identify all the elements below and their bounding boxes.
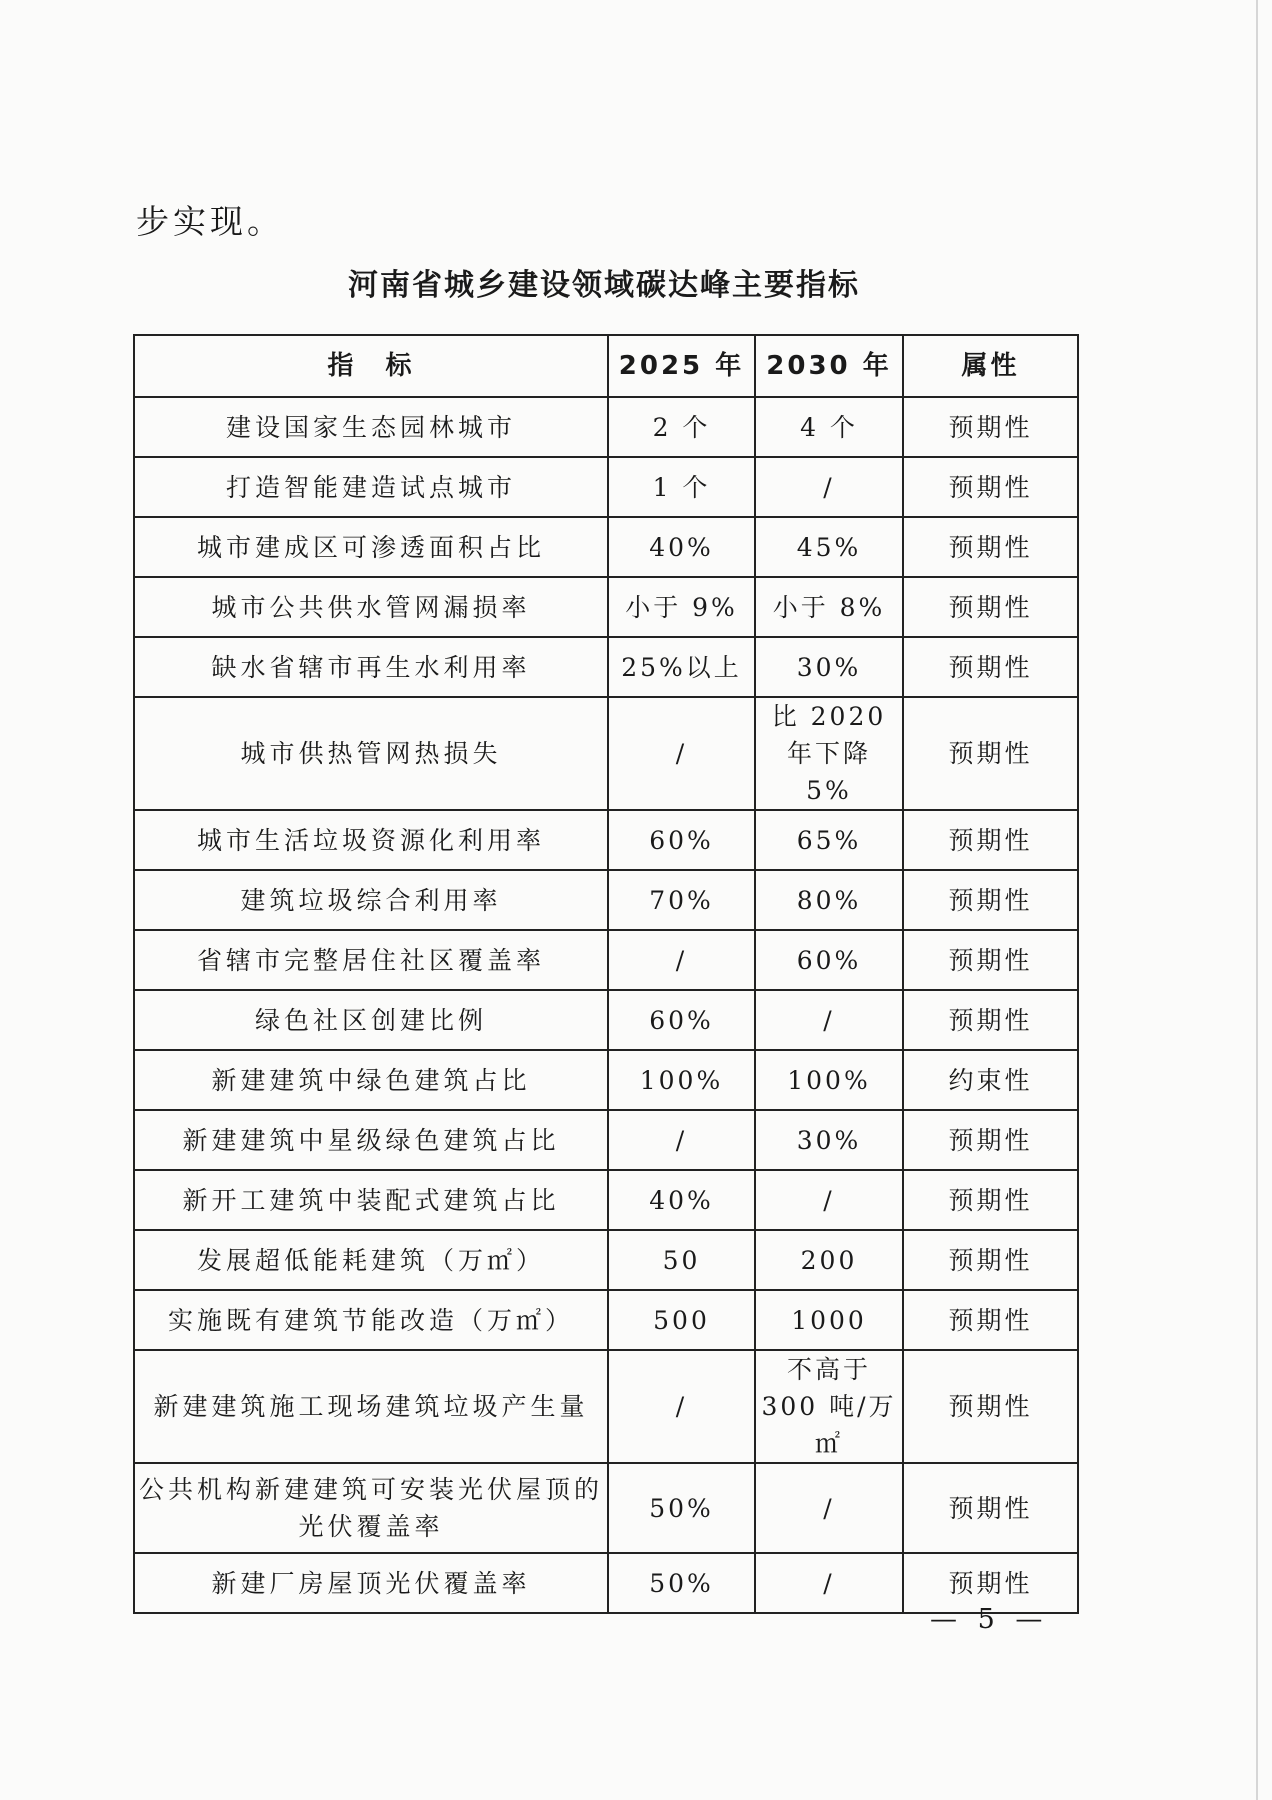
- indicator-name: 城市建成区可渗透面积占比: [134, 517, 608, 577]
- indicator-name: 缺水省辖市再生水利用率: [134, 637, 608, 697]
- attribute-value: 预期性: [903, 1350, 1078, 1463]
- table-row: [134, 637, 1078, 697]
- table-row: [134, 870, 1078, 930]
- value-2025: /: [608, 697, 755, 810]
- value-2030: 4 个: [755, 397, 903, 457]
- attribute-value: 预期性: [903, 517, 1078, 577]
- page-edge-line: [1256, 0, 1258, 1800]
- attribute-value: 预期性: [903, 990, 1078, 1050]
- value-2025: /: [608, 930, 755, 990]
- value-2030: 30%: [755, 1110, 903, 1170]
- indicator-name: 实施既有建筑节能改造（万㎡）: [134, 1290, 608, 1350]
- value-2030: 80%: [755, 870, 903, 930]
- value-2025: 小于 9%: [608, 577, 755, 637]
- value-2030: /: [755, 1553, 903, 1613]
- table-row: [134, 457, 1078, 517]
- value-2030: 1000: [755, 1290, 903, 1350]
- value-2025: 500: [608, 1290, 755, 1350]
- value-2025: 50: [608, 1230, 755, 1290]
- indicator-name: 建筑垃圾综合利用率: [134, 870, 608, 930]
- header-indicator: 指 标: [134, 335, 608, 397]
- table-row: [134, 697, 1078, 810]
- value-2030: /: [755, 1170, 903, 1230]
- value-2025: 70%: [608, 870, 755, 930]
- indicator-table: [133, 334, 1079, 1614]
- table-title: 河南省城乡建设领域碳达峰主要指标: [348, 268, 860, 303]
- attribute-value: 约束性: [903, 1050, 1078, 1110]
- value-2030: 45%: [755, 517, 903, 577]
- value-2030: 100%: [755, 1050, 903, 1110]
- indicator-name: 绿色社区创建比例: [134, 990, 608, 1050]
- attribute-value: 预期性: [903, 577, 1078, 637]
- attribute-value: 预期性: [903, 930, 1078, 990]
- table-row: [134, 397, 1078, 457]
- attribute-value: 预期性: [903, 1463, 1078, 1553]
- value-2025: 50%: [608, 1463, 755, 1553]
- attribute-value: 预期性: [903, 810, 1078, 870]
- indicator-name: 城市生活垃圾资源化利用率: [134, 810, 608, 870]
- indicator-name: 发展超低能耗建筑（万㎡）: [134, 1230, 608, 1290]
- header-2030: 2030 年: [755, 335, 903, 397]
- table-row: [134, 1290, 1078, 1350]
- indicator-name: 新建建筑施工现场建筑垃圾产生量: [134, 1350, 608, 1463]
- header-2025: 2025 年: [608, 335, 755, 397]
- value-2025: 1 个: [608, 457, 755, 517]
- table-row: [134, 1350, 1078, 1463]
- indicator-name: 打造智能建造试点城市: [134, 457, 608, 517]
- value-2025: 40%: [608, 1170, 755, 1230]
- lead-text: 步实现。: [136, 202, 284, 241]
- value-2025: 2 个: [608, 397, 755, 457]
- value-2030: 200: [755, 1230, 903, 1290]
- value-2030: 比 2020 年下降 5%: [755, 697, 903, 810]
- attribute-value: 预期性: [903, 1290, 1078, 1350]
- value-2025: 25%以上: [608, 637, 755, 697]
- attribute-value: 预期性: [903, 637, 1078, 697]
- value-2030: 小于 8%: [755, 577, 903, 637]
- value-2025: 60%: [608, 810, 755, 870]
- page-number: — 5 —: [930, 1604, 1049, 1635]
- indicator-name: 新建厂房屋顶光伏覆盖率: [134, 1553, 608, 1613]
- indicator-name: 城市供热管网热损失: [134, 697, 608, 810]
- value-2030: /: [755, 1463, 903, 1553]
- indicator-name: 公共机构新建建筑可安装光伏屋顶的光伏覆盖率: [134, 1463, 608, 1553]
- attribute-value: 预期性: [903, 697, 1078, 810]
- table-row: [134, 1170, 1078, 1230]
- indicator-name: 新建建筑中绿色建筑占比: [134, 1050, 608, 1110]
- value-2025: 50%: [608, 1553, 755, 1613]
- table-row: [134, 1050, 1078, 1110]
- table-row: [134, 990, 1078, 1050]
- indicator-name: 省辖市完整居住社区覆盖率: [134, 930, 608, 990]
- table-row: [134, 1230, 1078, 1290]
- indicator-name: 城市公共供水管网漏损率: [134, 577, 608, 637]
- attribute-value: 预期性: [903, 1230, 1078, 1290]
- table-header-row: [134, 335, 1078, 397]
- table-row: [134, 577, 1078, 637]
- indicator-name: 新开工建筑中装配式建筑占比: [134, 1170, 608, 1230]
- value-2025: /: [608, 1110, 755, 1170]
- value-2030: /: [755, 457, 903, 517]
- value-2025: /: [608, 1350, 755, 1463]
- value-2025: 60%: [608, 990, 755, 1050]
- attribute-value: 预期性: [903, 457, 1078, 517]
- value-2030: 不高于 300 吨/万㎡: [755, 1350, 903, 1463]
- table-row: [134, 810, 1078, 870]
- indicator-name: 新建建筑中星级绿色建筑占比: [134, 1110, 608, 1170]
- attribute-value: 预期性: [903, 1110, 1078, 1170]
- value-2030: 65%: [755, 810, 903, 870]
- value-2030: 60%: [755, 930, 903, 990]
- table-row: [134, 1110, 1078, 1170]
- value-2025: 100%: [608, 1050, 755, 1110]
- value-2025: 40%: [608, 517, 755, 577]
- attribute-value: 预期性: [903, 870, 1078, 930]
- attribute-value: 预期性: [903, 397, 1078, 457]
- value-2030: /: [755, 990, 903, 1050]
- attribute-value: 预期性: [903, 1553, 1078, 1613]
- table-row: [134, 930, 1078, 990]
- table-row: [134, 517, 1078, 577]
- attribute-value: 预期性: [903, 1170, 1078, 1230]
- value-2030: 30%: [755, 637, 903, 697]
- header-attribute: 属性: [903, 335, 1078, 397]
- table-row: [134, 1463, 1078, 1553]
- indicator-name: 建设国家生态园林城市: [134, 397, 608, 457]
